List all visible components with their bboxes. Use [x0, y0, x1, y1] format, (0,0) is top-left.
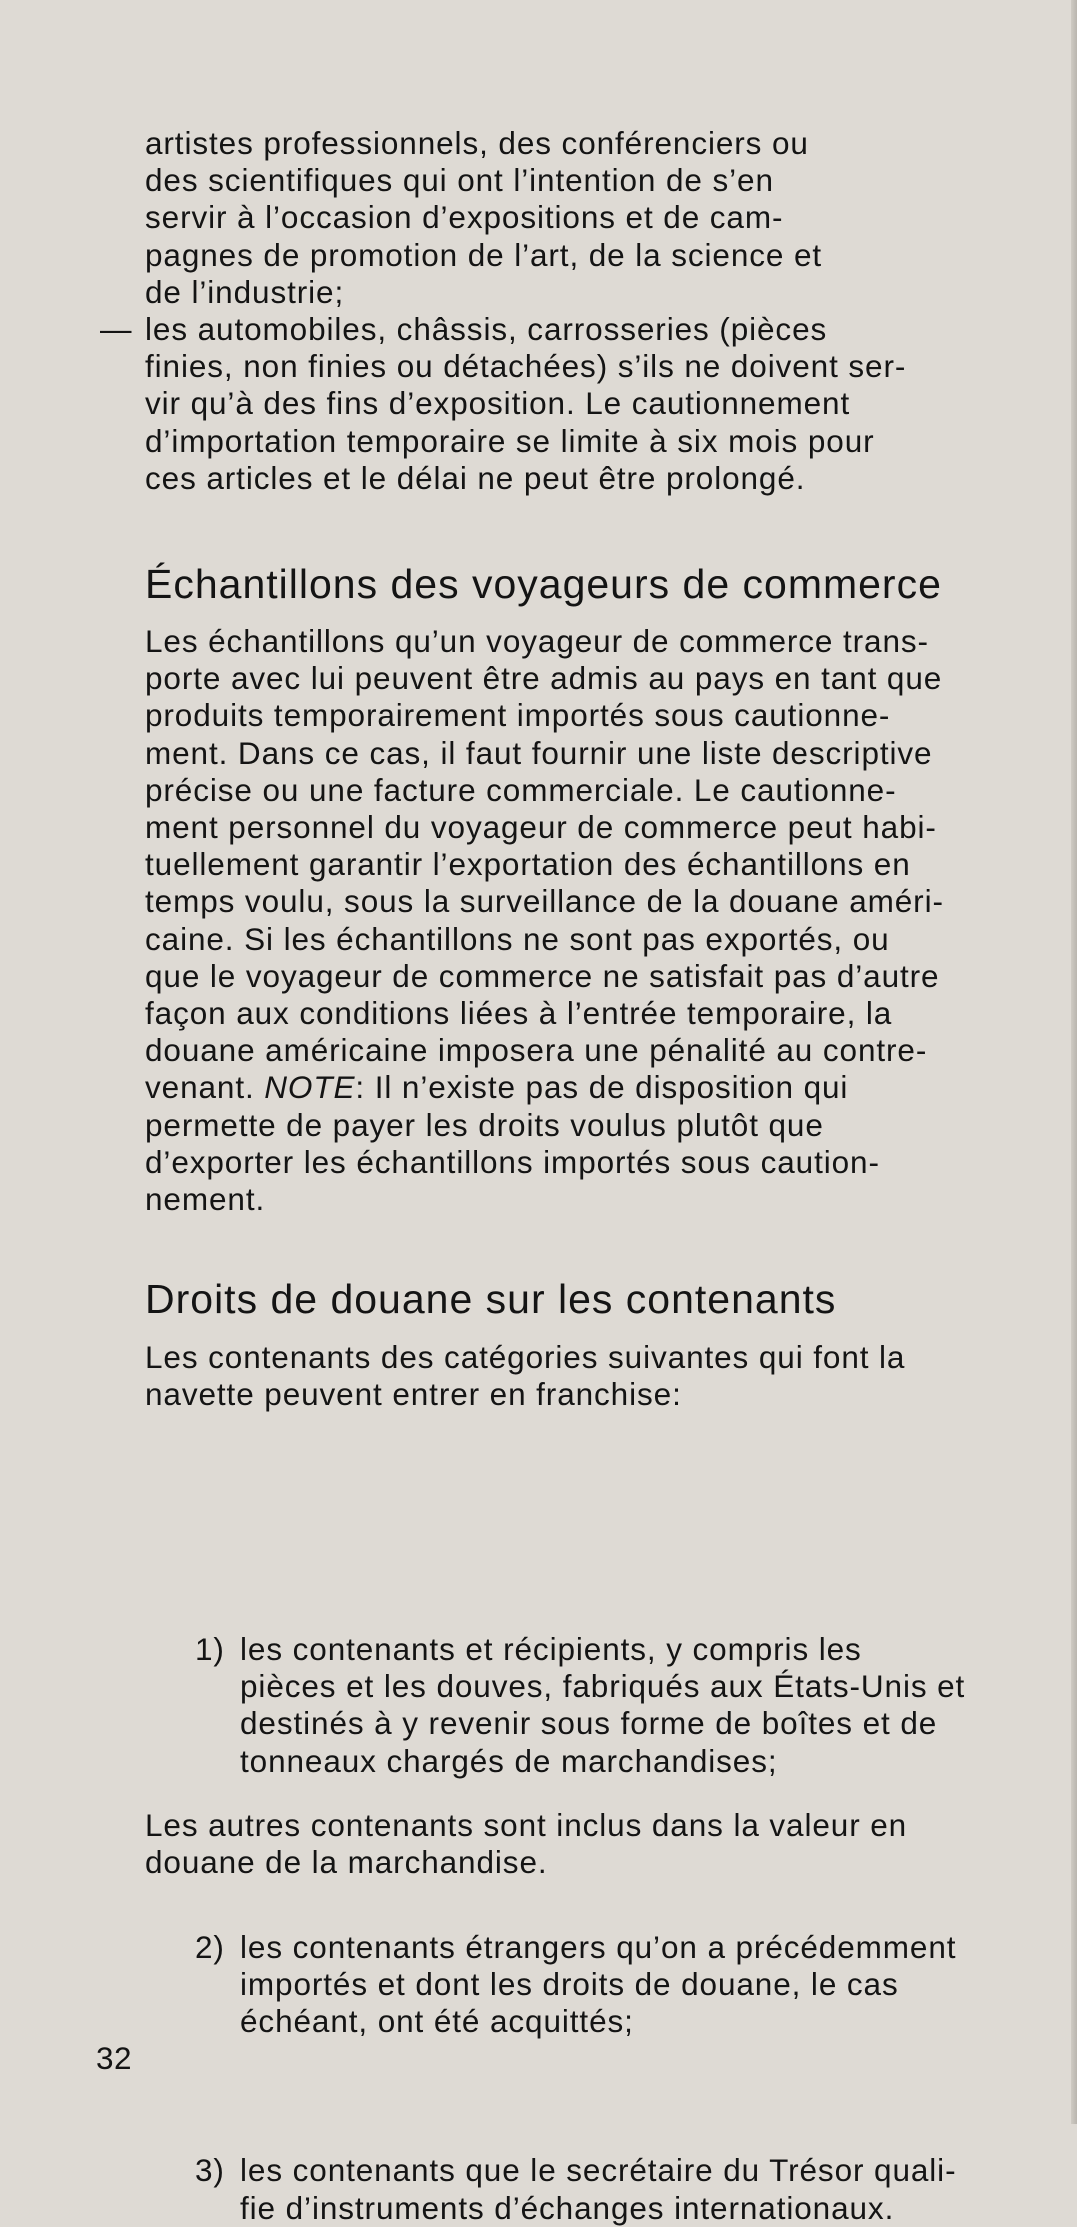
text-line: porte avec lui peuvent être admis au pays en tant que [145, 660, 943, 697]
text-line: d’importation temporaire se limite à six mois pour [145, 422, 875, 459]
text-line: de l’industrie; [145, 273, 345, 310]
item-number: 3) [195, 2152, 225, 2189]
note-suffix: : Il n’existe pas de disposition qui [355, 1069, 849, 1106]
samples-paragraph [145, 623, 1065, 1218]
text-line: les contenants et récipients, y compris les [240, 1631, 862, 1668]
text-line: finies, non finies ou détachées) s’ils ne doivent ser- [145, 348, 907, 385]
text-line: ment personnel du voyageur de commerce peut habi- [145, 809, 937, 846]
text-line: Les échantillons qu’un voyageur de commerce trans- [145, 623, 929, 659]
text-line: ment. Dans ce cas, il faut fournir une liste descriptive [145, 734, 933, 771]
note-prefix: venant. [145, 1069, 265, 1106]
text-line: que le voyageur de commerce ne satisfait pas d’autre [145, 957, 940, 994]
text-line: les automobiles, châssis, carrosseries (pièces [145, 311, 828, 347]
text-line: produits temporairement importés sous cautionne- [145, 697, 891, 734]
text-line: douane américaine imposera une pénalité au contre- [145, 1032, 928, 1069]
text-line: caine. Si les échantillons ne sont pas exportés, ou [145, 920, 890, 957]
text-line: Les contenants des catégories suivantes qui font la [145, 1339, 906, 1375]
text-line: navette peuvent entrer en franchise: [145, 1376, 682, 1413]
note-label: NOTE [264, 1069, 356, 1106]
text-line: artistes professionnels, des conférenciers ou [145, 125, 809, 161]
text-line: destinés à y revenir sous forme de boîtes et de [240, 1705, 938, 1742]
text-line: permette de payer les droits voulus plutôt que [145, 1106, 824, 1143]
item-number: 1) [195, 1631, 225, 1668]
text-line: pagnes de promotion de l’art, de la science et [145, 236, 823, 273]
text-line: importés et dont les droits de douane, le cas [240, 1966, 899, 2003]
text-line: douane de la marchandise. [145, 1844, 548, 1881]
text-line: pièces et les douves, fabriqués aux États-Unis et [240, 1668, 966, 1705]
section-heading: Droits de douane sur les contenants [145, 1276, 837, 1322]
text-line: fie d’instruments d’échanges internationaux. [240, 2189, 895, 2226]
note-line [145, 1069, 1065, 1106]
text-line: Les autres contenants sont inclus dans la valeur en [145, 1807, 908, 1843]
containers-intro [145, 1339, 1065, 1413]
page-number: 32 [96, 2040, 133, 2076]
text-line: vir qu’à des fins d’exposition. Le cautionnement [145, 385, 851, 422]
containers-closing [145, 1807, 1065, 1881]
section-containers [145, 1275, 1065, 1323]
text-line: tonneaux chargés de marchandises; [240, 1742, 778, 1779]
section-samples [145, 560, 1065, 608]
text-line: échéant, ont été acquittés; [240, 2003, 634, 2040]
page-edge [1071, 0, 1077, 2124]
text-line: temps voulu, sous la surveillance de la douane améri- [145, 883, 944, 920]
text-line: les contenants étrangers qu’on a précédemment [240, 1928, 957, 1965]
numbered-list-item [195, 1631, 1070, 1780]
text-line: servir à l’occasion d’expositions et de cam- [145, 199, 784, 236]
text-line: ces articles et le délai ne peut être prolongé. [145, 459, 806, 496]
text-line: précise ou une facture commerciale. Le cautionne- [145, 771, 897, 808]
text-line: les contenants que le secrétaire du Trésor quali- [240, 2152, 957, 2189]
item-number: 2) [195, 1928, 225, 1965]
text-line: des scientifiques qui ont l’intention de s’en [145, 162, 774, 199]
text-line: d’exporter les échantillons importés sous caution- [145, 1143, 880, 1180]
numbered-list-item [195, 2152, 1070, 2226]
intro-paragraph [145, 125, 1065, 311]
numbered-list-item [195, 1928, 1070, 2041]
section-heading: Échantillons des voyageurs de commerce [145, 561, 942, 607]
text-line: façon aux conditions liées à l’entrée temporaire, la [145, 995, 893, 1032]
automobiles-list-item [100, 311, 1065, 497]
text-line: nement. [145, 1181, 266, 1218]
text-line: tuellement garantir l’exportation des échantillons en [145, 846, 911, 883]
dash-bullet: — [100, 311, 133, 347]
